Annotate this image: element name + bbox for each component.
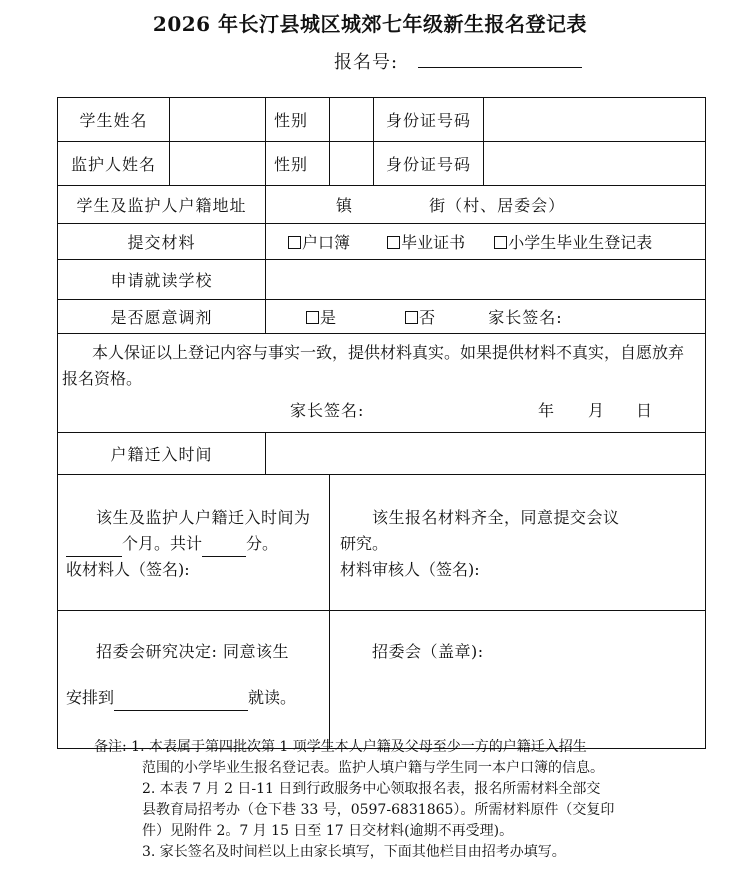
student-id-label: 身份证号码 xyxy=(374,98,484,142)
pledge-cell xyxy=(58,334,706,433)
guardian-id-label: 身份证号码 xyxy=(374,142,484,186)
material-record-label: 小学生毕业生登记表 xyxy=(508,233,653,252)
arrange-school-field[interactable] xyxy=(114,694,248,711)
checkbox-icon[interactable] xyxy=(288,236,301,249)
material-hukou-option[interactable] xyxy=(288,230,350,253)
town-label: 镇 xyxy=(336,196,353,215)
months-label: 个月。共计 xyxy=(122,534,203,553)
note-2c: 件）见附件 2。7 月 15 日至 17 日交材料(逾期不再受理)。 xyxy=(142,823,514,839)
registration-number-label: 报名号: xyxy=(334,52,399,73)
material-diploma-label: 毕业证书 xyxy=(401,233,466,252)
student-name-label: 学生姓名 xyxy=(58,98,170,142)
student-name-field[interactable] xyxy=(170,98,266,142)
decision-text: 招委会研究决定: 同意该生 xyxy=(96,642,289,661)
student-gender-field[interactable] xyxy=(330,98,374,142)
pledge-text: 本人保证以上登记内容与事实一致，提供材料真实。如果提供材料不真实，自愿放弃报名资格。 xyxy=(62,343,685,388)
note-3: 3. 家长签名及时间栏以上由家长填写，下面其他栏目由招考办填写。 xyxy=(142,844,566,860)
address-label: 学生及监护人户籍地址 xyxy=(58,186,266,224)
review-research-text: 研究。 xyxy=(340,534,389,553)
adjust-yes-label: 是 xyxy=(320,308,337,327)
note-2b: 县教育局招考办（仓下巷 33 号，0597-6831865）。所需材料原件（交复印 xyxy=(142,802,615,818)
note-2a: 2. 本表 7 月 2 日-11 日到行政服务中心领取报名表，报名所需材料全部交 xyxy=(142,781,601,797)
guardian-gender-label: 性别 xyxy=(266,142,330,186)
registration-form-table xyxy=(57,97,706,749)
adjust-label: 是否愿意调剂 xyxy=(58,300,266,334)
reviewer-signature-label: 材料审核人（签名): xyxy=(340,560,480,579)
street-label: 街（村、居委会） xyxy=(429,196,566,215)
adjust-no-option[interactable] xyxy=(405,305,435,328)
address-field[interactable] xyxy=(266,186,706,224)
adjust-no-label: 否 xyxy=(419,308,436,327)
hukou-time-label: 户籍迁入时间 xyxy=(58,433,266,475)
checkbox-icon[interactable] xyxy=(405,311,418,324)
checkbox-icon[interactable] xyxy=(494,236,507,249)
checkbox-icon[interactable] xyxy=(306,311,319,324)
student-id-field[interactable] xyxy=(484,98,706,142)
decision-right-cell xyxy=(330,611,706,749)
student-gender-label: 性别 xyxy=(266,98,330,142)
note-1a: 备注: 1. 本表属于第四批次第 1 项学生本人户籍及父母至少一方的户籍迁入招生 xyxy=(94,739,587,755)
notes-section xyxy=(94,737,714,863)
decision-arrange-line xyxy=(66,685,325,711)
guardian-id-field[interactable] xyxy=(484,142,706,186)
page-title: 2026 年长汀县城区城郊七年级新生报名登记表 xyxy=(152,12,588,36)
review-right-cell xyxy=(330,475,706,611)
pledge-row xyxy=(58,334,706,433)
pledge-month-label: 月 xyxy=(588,401,605,420)
materials-label: 提交材料 xyxy=(58,224,266,260)
school-row xyxy=(58,260,706,300)
parent-signature-label: 家长签名: xyxy=(488,308,563,327)
guardian-row xyxy=(58,142,706,186)
hukou-time-row xyxy=(58,433,706,475)
committee-stamp-label: 招委会（盖章): xyxy=(372,642,484,661)
material-hukou-label: 户口簿 xyxy=(302,233,351,252)
review-row xyxy=(58,475,706,611)
collector-signature-label: 收材料人（签名): xyxy=(66,560,190,579)
review-months-line xyxy=(66,531,325,557)
note-1b: 范围的小学毕业生报名登记表。监护人填户籍与学生同一本户口簿的信息。 xyxy=(142,760,604,776)
guardian-gender-field[interactable] xyxy=(330,142,374,186)
decision-row xyxy=(58,611,706,749)
apply-school-label: 申请就读学校 xyxy=(58,260,266,300)
review-hukou-statement: 该生及监护人户籍迁入时间为 xyxy=(96,508,311,527)
arrange-label: 安排到 xyxy=(66,688,115,707)
points-field[interactable] xyxy=(202,540,246,557)
adjust-options xyxy=(266,300,706,334)
adjust-row xyxy=(58,300,706,334)
months-field[interactable] xyxy=(66,540,122,557)
decision-left-cell xyxy=(58,611,330,749)
materials-row xyxy=(58,224,706,260)
attend-label: 就读。 xyxy=(248,688,297,707)
student-row xyxy=(58,98,706,142)
guardian-name-field[interactable] xyxy=(170,142,266,186)
adjust-yes-option[interactable] xyxy=(306,305,336,328)
material-record-option[interactable] xyxy=(494,230,652,253)
address-row xyxy=(58,186,706,224)
apply-school-field[interactable] xyxy=(266,260,706,300)
pledge-signature-line[interactable] xyxy=(62,392,699,432)
hukou-time-field[interactable] xyxy=(266,433,706,475)
pledge-day-label: 日 xyxy=(636,401,653,420)
guardian-name-label: 监护人姓名 xyxy=(58,142,170,186)
review-materials-statement: 该生报名材料齐全，同意提交会议 xyxy=(372,508,620,527)
points-label: 分。 xyxy=(246,534,279,553)
review-left-cell xyxy=(58,475,330,611)
pledge-year-label: 年 xyxy=(538,401,555,420)
material-diploma-option[interactable] xyxy=(387,230,465,253)
pledge-sign-label: 家长签名: xyxy=(290,401,365,420)
materials-options xyxy=(266,224,706,260)
registration-number-field[interactable] xyxy=(418,67,582,68)
checkbox-icon[interactable] xyxy=(387,236,400,249)
